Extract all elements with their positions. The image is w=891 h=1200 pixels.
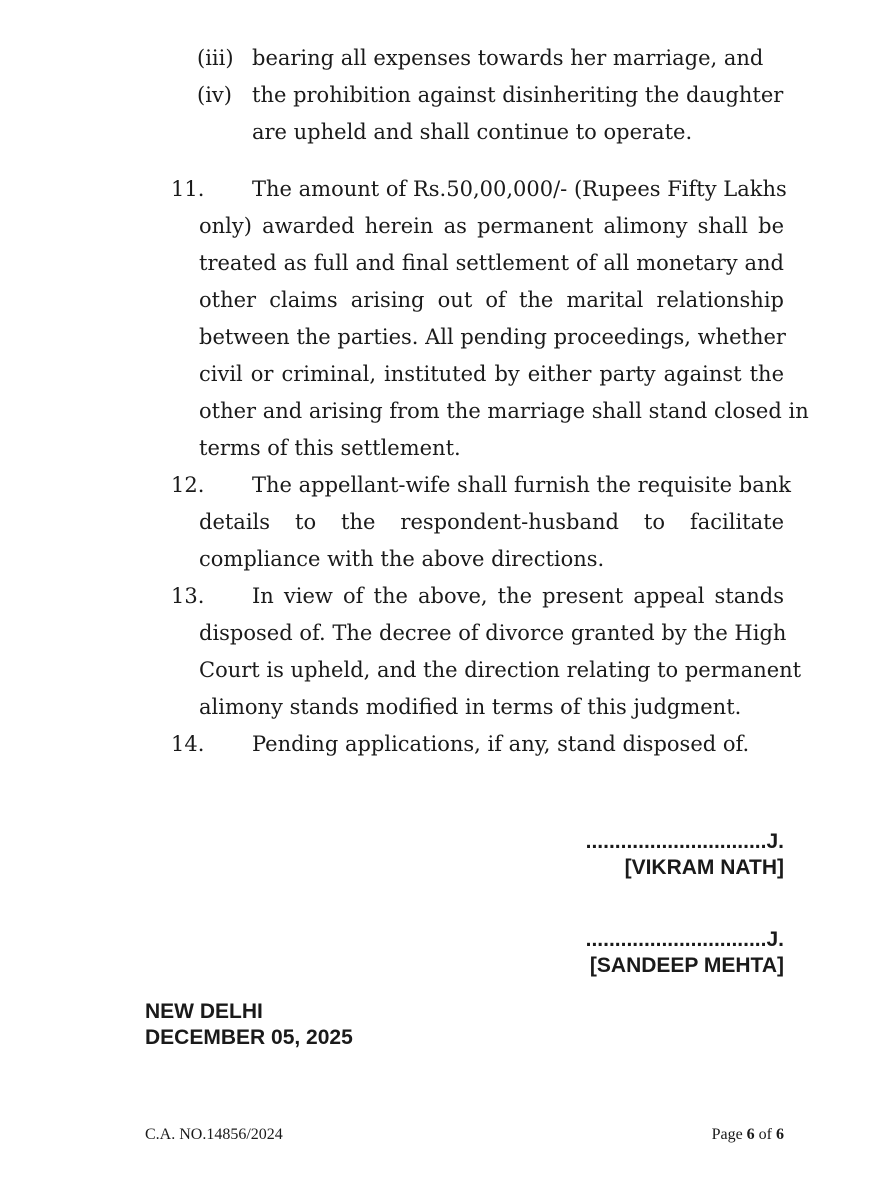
page-total: 6 [776, 1126, 784, 1143]
subclause-continuation: are upheld and shall continue to operate. [252, 120, 693, 144]
page-number [712, 1125, 784, 1145]
case-number: C.A. NO.14856/2024 [145, 1126, 283, 1143]
paragraph-line: disposed of. The decree of divorce granted by the High [199, 621, 787, 645]
paragraph-number: 13. [171, 584, 205, 608]
paragraph-line: other claims arising out of the marital relationship [199, 288, 784, 312]
paragraph-line: The amount of Rs.50,00,000/- (Rupees Fifty Lakhs [252, 177, 787, 201]
signature-dots: ...............................J. [585, 830, 784, 853]
paragraph-line: other and arising from the marriage shall stand closed in [199, 399, 809, 423]
page-prefix: Page [711, 1126, 743, 1143]
judge-name: [VIKRAM NATH] [624, 856, 784, 879]
paragraph-line: Court is upheld, and the direction relating to permanent [199, 658, 802, 682]
judge-name: [SANDEEP MEHTA] [589, 954, 784, 977]
subclause-text: the prohibition against disinheriting the daughter [252, 83, 784, 107]
page-of: of [758, 1126, 772, 1143]
place: NEW DELHI [145, 1000, 263, 1023]
paragraph-number: 14. [171, 732, 205, 756]
paragraph-line: In view of the above, the present appeal stands [252, 584, 784, 608]
paragraph-number: 12. [171, 473, 205, 497]
subclause-marker: (iii) [197, 46, 234, 70]
paragraph-line: details to the respondent-husband to facilitate [199, 510, 784, 534]
subclause-text: bearing all expenses towards her marriage, and [252, 46, 764, 70]
paragraph-line: only) awarded herein as permanent alimony shall be [199, 214, 784, 238]
paragraph-line: The appellant-wife shall furnish the requisite bank [252, 473, 791, 497]
subclause-marker: (iv) [197, 83, 232, 107]
paragraph-line: between the parties. All pending proceedings, whether [199, 325, 786, 349]
signature-dots: ...............................J. [585, 928, 784, 951]
paragraph-line: alimony stands modified in terms of this judgment. [199, 695, 742, 719]
paragraph-line: compliance with the above directions. [199, 547, 605, 571]
paragraph-number: 11. [171, 177, 205, 201]
page-current: 6 [746, 1126, 755, 1143]
paragraph-line: Pending applications, if any, stand disposed of. [252, 732, 750, 756]
judgment-date: DECEMBER 05, 2025 [145, 1026, 353, 1049]
paragraph-line: treated as full and final settlement of all monetary and [199, 251, 784, 275]
paragraph-line: civil or criminal, instituted by either party against the [199, 362, 784, 386]
paragraph-line: terms of this settlement. [199, 436, 461, 460]
